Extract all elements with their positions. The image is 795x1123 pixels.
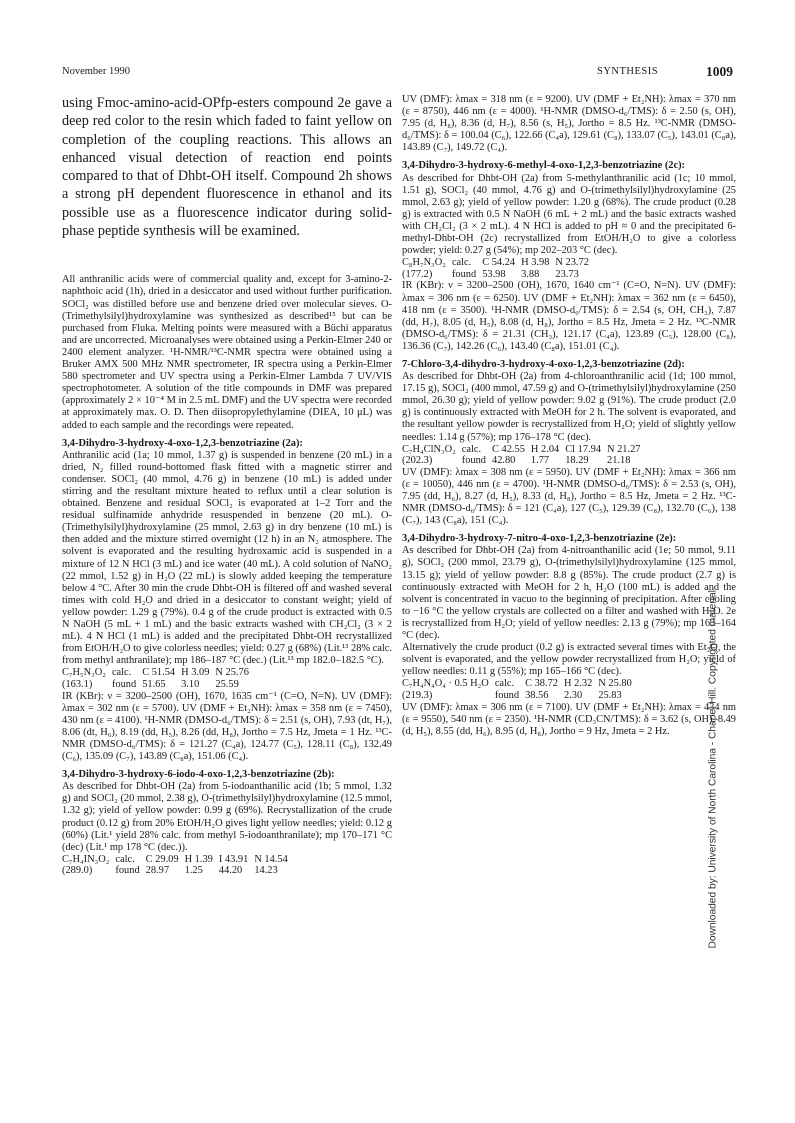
- analysis-cell: 51.65: [142, 678, 166, 690]
- analysis-cell: Cl 17.94: [565, 443, 602, 455]
- analysis-cell: C₇H₄IN₃O₂: [62, 853, 110, 865]
- analysis-cell: 2.30: [563, 690, 583, 701]
- analysis-cell: N 14.54: [254, 853, 288, 865]
- analysis-cell: 21.18: [607, 455, 631, 467]
- page-number: 1009: [706, 64, 733, 79]
- analysis-cell: 25.59: [215, 678, 239, 690]
- analysis-cell: 38.56: [525, 690, 549, 701]
- compound-2a-procedure: Anthranilic acid (1a; 10 mmol, 1.37 g) is suspended in benzene (20 mL) in a dried, N₂ filled round-bottomed flask fitted with a magnetic stirrer and condenser. SOCl₂ (40 mmol, 4.76 g) in benzene (10 mL) is added under stirring and the resultant mixture heated to reflux until a clear solution is obtained. Benzene and residual SOCl₂ is evaporated at 1–2 Torr and the residual sulfinamide anhydride resuspended in benzene (20 mL). O-(Trimethylsilyl)hydroxylamine (25 mmol, 2.63 g) in dry benzene (10 mL) is then added and the mixture stirred overnight (12 h) in an N₂ atmosphere. The solvent is evaporated and the resulting hydroxamic acid is suspended in a mixture of 12 N HCl (3 mL) and ice water (40 mL). A cold solution of NaNO₂ (22 mmol, 1.52 g) in H₂O (22 mL) is slowly added keeping the temperature below 4 °C. After 30 min the crude Dhbt-OH is filtered off and washed several times with cold H₂O and dried in a desiccator to constant weight; yield of yellow powder: 1.29 g (79%). 0.4 g of the crude product is extracted with 0.5 N NaOH (5 mL + 1 mL) and the basic extracts washed with CH₂Cl₂ (3 × 2 mL). 4 N HCl (1 mL) is added and the precipitated Dhbt-OH recrystallized from EtOH/H₂O to give colorless needles; yield: 0.27 g (68%) (Lit.¹³ 28% calc. from methyl anthranilate); mp 186–187 °C (dec.) (Lit.¹³ mp 182.0–182.5 °C).: [62, 449, 392, 667]
- compound-2c-heading: 3,4-Dihydro-3-hydroxy-6-methyl-4-oxo-1,2,3-benzotriazine (2c):: [402, 160, 686, 172]
- analysis-cell: C 51.54: [142, 667, 176, 679]
- analysis-cell: 42.80: [492, 455, 516, 467]
- compound-2d-analysis: [402, 444, 647, 467]
- analysis-cell: 3.88: [521, 268, 540, 280]
- analysis-cell: (289.0): [62, 865, 93, 877]
- analysis-cell: (177.2): [402, 268, 433, 280]
- analysis-row: [402, 690, 638, 702]
- compound-2e-heading: 3,4-Dihydro-3-hydroxy-7-nitro-4-oxo-1,2,3-benzotriazine (2e):: [402, 533, 677, 545]
- analysis-cell: calc.: [494, 678, 515, 690]
- watermark-text: Downloaded by: University of North Carolina - Chapel Hill. Copyrighted material.: [707, 587, 719, 949]
- analysis-row: [62, 865, 294, 877]
- analysis-cell: 3.10: [181, 678, 200, 690]
- compound-2a-spectra: IR (KBr): ν = 3200–2500 (OH), 1670, 1635 cm⁻¹ (C=O, N=N). UV (DMF): λmax = 302 nm (ε = 5700). UV (DMF + Et₂NH): λmax = 358 nm (ε = 7450), 430 nm (ε = 4100). ¹H-NMR (DMSO-d₆/TMS): δ = 2.51 (s, OH), 7.93 (dt, H₇), 8.06 (dt, H₆), 8.19 (dd, H₅), 8.26 (dd, H₈), Jortho = 7.5 Hz, Jmeta = 1 Hz. ¹³C-NMR (DMSO-d₆/TMS): δ = 121.27 (C₄a), 124.77 (C₅), 128.11 (C₈), 132.49 (C₆), 135.09 (C₇), 143.89 (C₈a), 151.06 (C₄).: [62, 690, 392, 763]
- analysis-cell: 25.83: [598, 690, 622, 701]
- compound-2a-analysis: [62, 667, 255, 690]
- analysis-row: [402, 257, 595, 269]
- analysis-cell: H 3.98: [521, 257, 550, 269]
- analysis-cell: 14.23: [254, 865, 278, 877]
- analysis-cell: C₇H₄N₄O₄ · 0.5 H₂O: [402, 678, 489, 690]
- compound-2c-spectra: IR (KBr): ν = 3200–2500 (OH), 1670, 1640 cm⁻¹ (C=O, N=N). UV (DMF): λmax = 306 nm (ε = 6250). UV (DMF + Et₂NH): λmax = 362 nm (ε = 6450), 418 nm (ε = 3500). ¹H-NMR (DMSO-d₆/TMS): δ = 2.54 (s, OH, CH₃), 7.87 (dd, H₇), 8.05 (d, H₅), 8.08 (d, H₈), Jortho = 8.5 Hz, Jmeta = 2 Hz. ¹³C-NMR (DMSO-d₆/TMS): δ = 21.31 (CH₃), 121.17 (C₄a), 123.89 (C₅), 128.00 (C₈), 136.36 (C₇), 142.26 (C₆), 143.40 (C₈a), 151.01 (C₄).: [402, 280, 736, 352]
- analysis-cell: 1.77: [530, 455, 550, 467]
- compound-2d-procedure: As described for Dhbt-OH (2a) from 4-chloroanthranilic acid (1d; 100 mmol, 17.15 g), SOCl₂ (400 mmol, 47.59 g) and O-(trimethylsilyl)hydroxylamine (250 mmol, 26.30 g); yield of yellow powder: 9.02 g (91%). The crude product (2.0 g) is continuously extracted with MeOH for 2 h. The solvent is evaporated, and the resultant yellow powder is recrystallized from H₂O; yield of slightly yellow needles: 1.14 g (57%); mp 176–178 °C (dec).: [402, 371, 736, 443]
- experimental-paragraph: All anthranilic acids were of commercial quality and, except for 3-amino-2-naphthoic acid (1h), dried in a desiccator and used without further purification. SOCl₂ was distilled before use and benzene dried over molecular sieves. O-(Trimethylsilyl)hydroxylamine was synthesized as described¹⁵ but can be purchased from Fluka. Melting points were measured with a Büchi apparatus and are uncorrected. Microanalyses were obtained using a Perkin-Elmer 240 or 2400 element analyzer. ¹H-NMR/¹³C-NMR spectra were obtained using a Bruker AMX 500 MHz NMR spectrometer, IR spectra using a Perkin-Elmer 580 spectrometer and UV spectra using a Perkin-Elmer Lambda 7 UV/VIS spectrophotometer. A solution of the title compounds in DMF was prepared (approximately 2 × 10⁻⁴ M in 2.5 mL DMF) and the UV spectra were recorded at approximately max. O. D. Then diisopropylethylamine (DIEA, 10 μL) was added to each sample and the recordings were repeated.: [62, 274, 392, 431]
- analysis-cell: I 43.91: [218, 853, 249, 865]
- analysis-cell: 28.97: [145, 865, 170, 877]
- analysis-cell: calc.: [111, 667, 132, 679]
- page-header: [62, 66, 733, 84]
- compound-2b-analysis: [62, 854, 294, 877]
- compound-2b-spectra: UV (DMF): λmax = 318 nm (ε = 9200). UV (DMF + Et₂NH): λmax = 370 nm (ε = 8750), 446 nm (ε = 4000). ¹H-NMR (DMSO-d₆/TMS): δ = 2.50 (s, OH), 7.95 (d, H₈), 8.36 (d, H₇), 8.56 (s, H₅), Jortho = 8.5 Hz. ¹³C-NMR (DMSO-d₆/TMS): δ = 100.04 (C₆), 122.66 (C₄a), 129.61 (C₈), 133.07 (C₅), 143.01 (C₈a), 143.89 (C₇), 149.72 (C₄).: [402, 94, 736, 154]
- analysis-cell: found: [461, 455, 486, 467]
- analysis-cell: C₇H₄ClN₃O₂: [402, 443, 456, 455]
- analysis-cell: 23.73: [555, 268, 579, 280]
- compound-2d-heading: 7-Chloro-3,4-dihydro-3-hydroxy-4-oxo-1,2,3-benzotriazine (2d):: [402, 358, 685, 370]
- analysis-cell: found: [115, 865, 140, 877]
- analysis-row: [402, 269, 595, 281]
- download-watermark: [706, 150, 720, 950]
- analysis-cell: N 23.72: [555, 257, 589, 269]
- analysis-row: [402, 444, 647, 456]
- analysis-cell: (219.3): [402, 690, 433, 701]
- analysis-cell: (163.1): [62, 678, 93, 690]
- analysis-cell: 53.98: [482, 268, 506, 280]
- analysis-cell: 18.29: [565, 455, 589, 467]
- analysis-cell: H 2.04: [530, 443, 560, 455]
- left-column: [62, 94, 392, 877]
- compound-2c-analysis: [402, 257, 595, 280]
- analysis-cell: 1.25: [184, 865, 203, 877]
- analysis-cell: N 25.80: [598, 678, 632, 690]
- analysis-cell: found: [111, 678, 137, 690]
- analysis-cell: found: [451, 268, 477, 280]
- analysis-cell: calc.: [115, 853, 135, 865]
- analysis-cell: C 54.24: [482, 257, 516, 269]
- compound-2d-spectra: UV (DMF): λmax = 308 nm (ε = 5950). UV (DMF + Et₂NH): λmax = 366 nm (ε = 10050), 446 nm (ε = 4700). ¹H-NMR (DMSO-d₆/TMS): δ = 2.53 (s, OH), 7.95 (dd, H₆), 8.27 (d, H₅), 8.33 (d, H₈), Jortho = 8.5 Hz, Jmeta = 2 Hz. ¹³C-NMR (DMSO-d₆/TMS): δ = 121 (C₄a), 127 (C₅), 129.39 (C₈), 132.70 (C₆), 138 (C₇), 143 (C₈a), 151 (C₄).: [402, 466, 736, 527]
- analysis-cell: H 1.39: [184, 853, 213, 865]
- compound-2b-heading: 3,4-Dihydro-3-hydroxy-6-iodo-4-oxo-1,2,3-benzotriazine (2b):: [62, 769, 335, 781]
- compound-2c-procedure: As described for Dhbt-OH (2a) from 5-methylanthranilic acid (1c; 10 mmol, 1.51 g), SOCl₂ (40 mmol, 4.76 g) and O-(trimethylsilyl)hydroxylamine (25 mmol, 2.63 g); yield of yellow powder: 1.20 g (68%). The crude product (0.28 g) is extracted with 0.5 N NaOH (6 mL + 2 mL) and the basic extracts washed with CH₂Cl₂ (3 × 2 mL). 4 N HCl is added to pH ≈ 0 and the precipitated 6-methyl-Dhbt-OH (2c) recrystallized from EtOH/H₂O to give a colorless powder; yield: 0.27 g (54%); mp 202–203 °C (dec).: [402, 172, 736, 257]
- analysis-cell: C 29.09: [145, 853, 179, 865]
- analysis-row: [402, 455, 647, 467]
- analysis-cell: C 42.55: [492, 443, 525, 455]
- compound-2b-procedure: As described for Dhbt-OH (2a) from 5-iodoanthanilic acid (1b; 5 mmol, 1.32 g) and SOCl₂ (20 mmol, 2.38 g), O-(trimethylsilyl)hydroxylamine (12.5 mmol, 1.32 g); yield of yellow powder: 0.99 g (69%). Recrystallization of the crude product (0.12 g) from 20% EtOH/H₂O gives light yellow needles; yield: 0.12 g (60%) (Lit.¹ yield 28% calc. from methyl 5-iodoanthranilate); mp 170–171 °C (dec) (Lit.¹ mp 178 °C (dec.)).: [62, 781, 392, 853]
- compound-2e-procedure: As described for Dhbt-OH (2a) from 4-nitroanthanilic acid (1e; 50 mmol, 9.11 g), SOCl₂ (200 mmol, 23.79 g), O-(trimethylsilyl)hydroxylamine (125 mmol, 13.15 g); yield of yellow powder: 8.8 g (85%). The crude product (2.7 g) is continuously extracted with MeOH for 2 h, H₂O (100 mL) is added and the solvent is concentrated in vacuo to the beginning of precipitation. After cooling to −16 °C the yellow crystals are collected on a filter and washed with H₂O. 2e is recrystallized from H₂O; yield of yellow needles: 2.13 g (79%); mp 163–164 °C (dec).: [402, 545, 736, 642]
- analysis-row: [62, 667, 255, 679]
- analysis-cell: C₈H₇N₃O₂: [402, 257, 446, 269]
- compound-2e-spectra: UV (DMF): λmax = 306 nm (ε = 7100). UV (DMF + Et₂NH): λmax = 434 nm (ε = 9550), 540 nm (ε = 2350). ¹H-NMR (CD₃CN/TMS): δ = 3.62 (s, OH), 8.49 (d, H₅), 8.55 (dd, H₆), 8.95 (d, H₈), Jortho = 9 Hz, Jmeta = 2 Hz.: [402, 701, 736, 737]
- intro-paragraph: using Fmoc-amino-acid-OPfp-esters compound 2e gave a deep red color to the resin which faded to faint yellow on completion of the coupling reactions. This allows an enhanced visual detection of reaction end points compared to that of Dhbt-OH itself. Compound 2h shows a strong pH dependent fluorescence in ethanol and its possible use as a fluorescence indicator during solid-phase peptide synthesis will be examined.: [62, 95, 392, 240]
- analysis-cell: calc.: [451, 257, 472, 269]
- compound-2e-alternative: Alternatively the crude product (0.2 g) is extracted several times with Et₂O, the solvent is evaporated, and the yellow powder recrystallized from H₂O; yield of yellow needles: 0.11 g (55%); mp 165–166 °C (dec).: [402, 642, 736, 678]
- analysis-cell: (202.3): [402, 455, 433, 467]
- analysis-row: [402, 678, 638, 690]
- analysis-cell: 44.20: [218, 865, 243, 877]
- analysis-cell: C₇H₅N₃O₂: [62, 667, 106, 679]
- issue-date: November 1990: [62, 66, 130, 77]
- analysis-cell: N 21.27: [607, 443, 641, 455]
- analysis-cell: C 38.72: [525, 678, 558, 690]
- analysis-cell: calc.: [461, 443, 482, 455]
- analysis-row: [62, 854, 294, 866]
- analysis-cell: H 3.09: [181, 667, 210, 679]
- analysis-row: [62, 679, 255, 691]
- analysis-cell: N 25.76: [215, 667, 249, 679]
- analysis-cell: H 2.32: [563, 678, 593, 690]
- analysis-cell: found: [494, 690, 520, 701]
- compound-2e-analysis: [402, 678, 638, 701]
- compound-2a-heading: 3,4-Dihydro-3-hydroxy-4-oxo-1,2,3-benzotriazine (2a):: [62, 437, 303, 449]
- journal-name: SYNTHESIS: [597, 66, 659, 77]
- right-column: [402, 94, 736, 738]
